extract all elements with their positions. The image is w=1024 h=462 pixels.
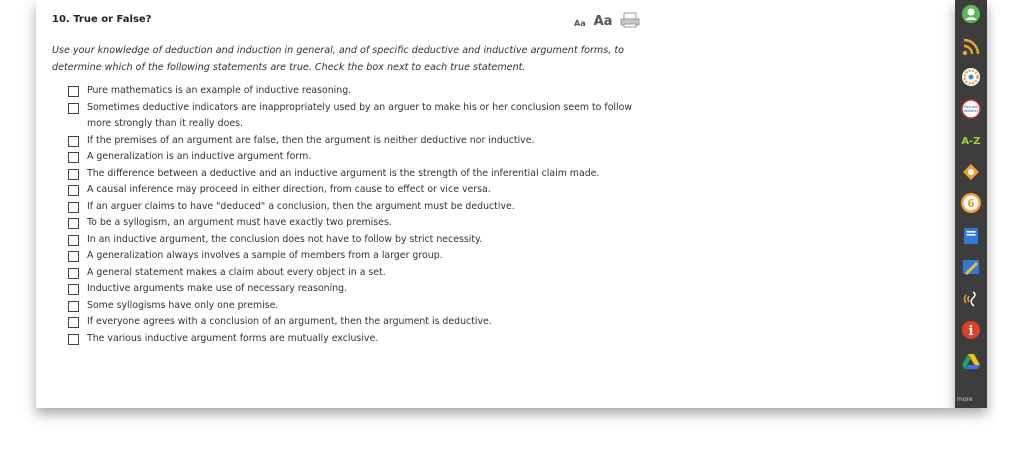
user-icon[interactable] (960, 3, 982, 25)
statement-checkbox[interactable] (68, 284, 79, 295)
statement-item (68, 100, 648, 133)
statement-item (68, 83, 648, 100)
statement-item (68, 298, 648, 315)
mw-label-top: Merriam (963, 105, 979, 109)
statement-label: Inductive arguments make use of necessary reasoning. (87, 283, 348, 294)
statement-item (68, 215, 648, 232)
statement-checkbox[interactable] (68, 202, 79, 213)
statement-label: Pure mathematics is an example of inductive reasoning. (87, 85, 352, 96)
statement-checkbox[interactable] (68, 235, 79, 246)
statement-item (68, 182, 648, 199)
merriam-webster-icon[interactable] (960, 98, 982, 120)
statement-checkbox[interactable] (68, 317, 79, 328)
statement-checkbox[interactable] (68, 103, 79, 114)
statement-label: The difference between a deductive and an inductive argument is the strength of the inferential claim made. (87, 167, 600, 179)
statement-checkbox[interactable] (68, 152, 79, 163)
statement-item (68, 133, 648, 150)
text-size-large-button[interactable]: Aa (593, 14, 613, 29)
statement-checkbox[interactable] (68, 251, 79, 262)
question-title: 10. True or False? (52, 14, 152, 25)
statement-item (68, 314, 648, 331)
question-instructions: Use your knowledge of deduction and induction in general, and of specific deductive and inductive argument forms, to determine which of the following statements are true. Check the box next to each true statement. (52, 45, 624, 73)
wheel-icon[interactable] (960, 66, 982, 88)
print-icon[interactable] (620, 12, 640, 28)
text-size-small-button[interactable]: Aa (574, 19, 586, 28)
statement-checkbox[interactable] (68, 169, 79, 180)
statement-checkbox[interactable] (68, 301, 79, 312)
statement-checkbox[interactable] (68, 136, 79, 147)
statement-label: Some syllogisms have only one premise. (87, 299, 279, 311)
tool-sidebar (955, 0, 987, 408)
info-icon[interactable] (960, 319, 982, 341)
number-icon[interactable] (960, 192, 982, 214)
statement-item (68, 149, 648, 166)
statement-checkbox[interactable] (68, 218, 79, 229)
statement-label: A generalization always involves a sample of members from a larger group. (87, 250, 443, 261)
statement-label: A causal inference may proceed in either direction, from cause to effect or vice versa. (87, 184, 491, 195)
diamond-icon[interactable] (960, 161, 982, 183)
info-icon-label: i (968, 324, 974, 339)
statement-label: If everyone agrees with a conclusion of an argument, then the argument is deductive. (87, 316, 492, 327)
statement-label: If the premises of an argument are false, then the argument is neither deductive nor inductive. (87, 134, 535, 146)
statement-label: In an inductive argument, the conclusion does not have to follow by strict necessity. (87, 233, 483, 245)
statement-item (68, 166, 648, 183)
statement-item (68, 265, 648, 282)
statement-checkbox[interactable] (68, 268, 79, 279)
statement-item (68, 281, 648, 298)
statement-item (68, 199, 648, 216)
more-link[interactable]: more (957, 396, 973, 403)
drive-icon[interactable] (960, 350, 982, 372)
statement-item (68, 232, 648, 249)
question-panel (36, 0, 955, 408)
statement-checkbox[interactable] (68, 185, 79, 196)
highlighter-icon[interactable] (960, 256, 982, 278)
text-size-controls (574, 12, 640, 28)
statement-label: The various inductive argument forms are mutually exclusive. (87, 332, 379, 344)
notebook-icon[interactable] (960, 225, 982, 247)
a-z-icon[interactable]: A-Z (961, 135, 981, 147)
statement-label: A generalization is an inductive argument form. (87, 151, 312, 162)
statement-label: If an arguer claims to have "deduced" a conclusion, then the argument must be deductive. (87, 200, 515, 212)
statement-item (68, 248, 648, 265)
statement-item (68, 331, 648, 348)
statement-checkbox[interactable] (68, 86, 79, 97)
statement-checkbox[interactable] (68, 334, 79, 345)
rss-icon[interactable] (960, 36, 982, 58)
statement-list (68, 83, 648, 347)
statement-label: Sometimes deductive indicators are inappropriately used by an arguer to make his or her conclusion seem to follow more strongly than it really does. (87, 101, 633, 129)
number-icon-label: 6 (967, 197, 975, 210)
mw-label-bottom: Webster (963, 109, 979, 113)
audio-icon[interactable] (960, 288, 982, 310)
statement-label: A general statement makes a claim about every object in a set. (87, 266, 386, 278)
statement-label: To be a syllogism, an argument must have exactly two premises. (87, 217, 392, 228)
